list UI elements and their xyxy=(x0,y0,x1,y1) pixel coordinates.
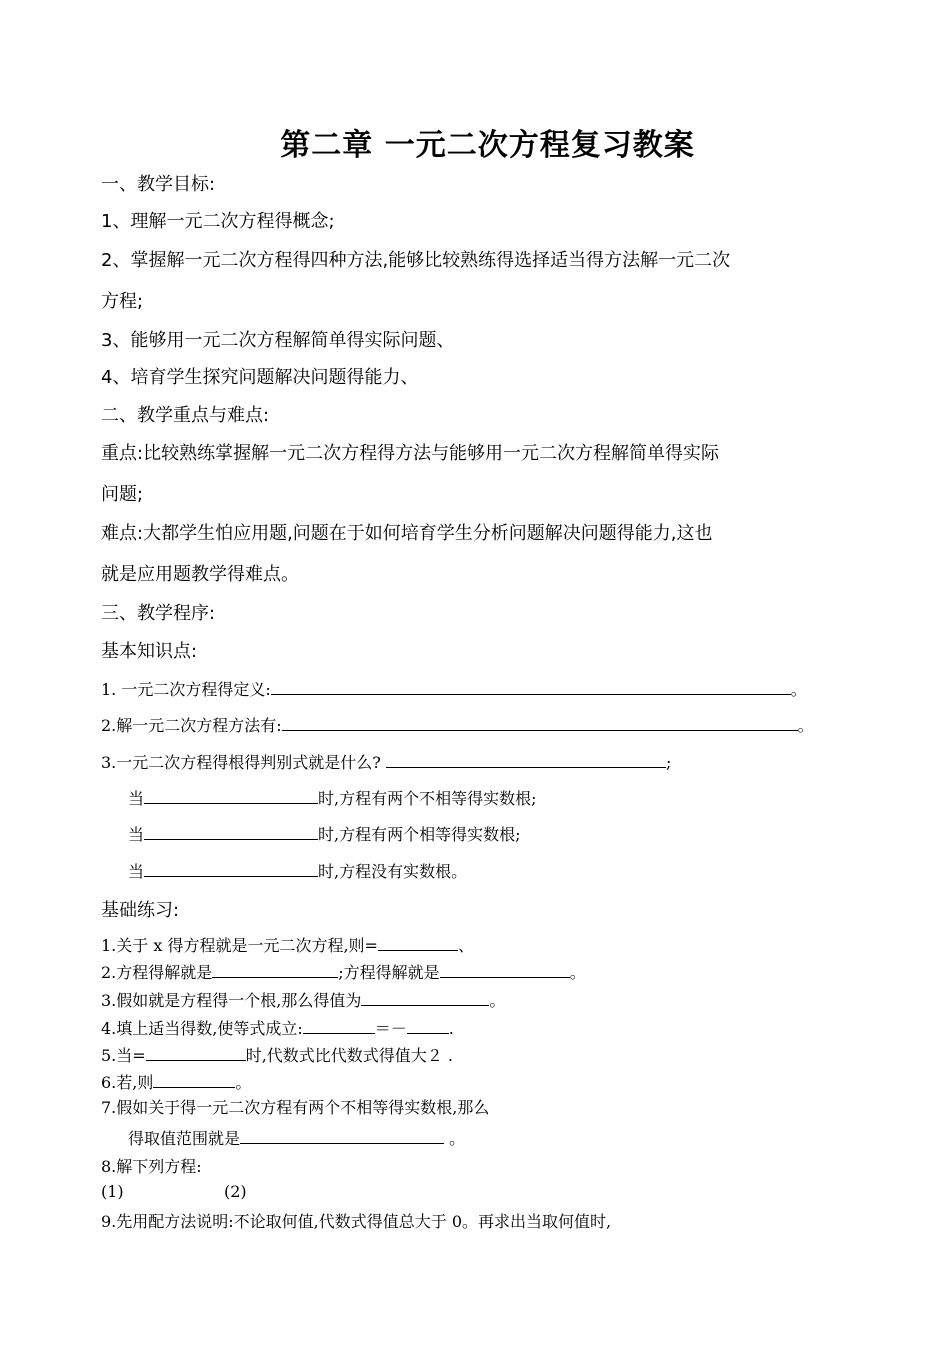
case-2-text: 时,方程有两个相等得实数根; xyxy=(318,825,521,844)
knowledge-item-3-end: ; xyxy=(665,753,672,772)
focus-line-1: 重点:比较熟练掌握解一元二次方程得方法与能够用一元二次方程解简单得实际 xyxy=(101,443,720,464)
knowledge-item-2-label: 2.解一元二次方程方法有: xyxy=(101,716,282,735)
focus-line-2: 问题; xyxy=(101,484,144,505)
practice-2-end: 。 xyxy=(569,963,586,982)
document-title: 第二章 一元二次方程复习教案 xyxy=(280,128,695,163)
blank[interactable] xyxy=(212,961,338,978)
blank[interactable] xyxy=(440,961,570,978)
goal-4: 4、培育学生探究问题解决问题得能力、 xyxy=(101,367,419,388)
knowledge-item-3 xyxy=(101,750,671,773)
knowledge-item-1-end: 。 xyxy=(790,680,807,699)
practice-item-9: 9.先用配方法说明:不论取何值,代数式得值总大于 0。再求出当取何值时, xyxy=(101,1212,612,1231)
practice-6-end: 。 xyxy=(235,1073,252,1092)
knowledge-item-2 xyxy=(101,713,814,736)
blank[interactable] xyxy=(144,787,318,804)
practice-item-3 xyxy=(101,988,505,1011)
knowledge-item-1-label: 1. 一元二次方程得定义: xyxy=(101,680,271,699)
blank[interactable] xyxy=(282,714,798,731)
when-label: 当 xyxy=(128,825,145,844)
discriminant-case-1 xyxy=(128,786,537,809)
practice-4-end: . xyxy=(448,1019,454,1038)
knowledge-item-1 xyxy=(101,677,807,700)
practice-item-2 xyxy=(101,960,586,983)
practice-item-4 xyxy=(101,1016,454,1039)
blank[interactable] xyxy=(144,823,318,840)
difficulty-line-2: 就是应用题教学得难点。 xyxy=(101,564,299,585)
goals-heading: 一、教学目标: xyxy=(101,174,216,195)
practice-2-text: 2.方程得解就是 xyxy=(101,963,213,982)
when-label: 当 xyxy=(128,862,145,881)
blank[interactable] xyxy=(303,1017,375,1034)
focus-heading: 二、教学重点与难点: xyxy=(101,405,270,426)
difficulty-line-1: 难点:大都学生怕应用题,问题在于如何培育学生分析问题解决问题得能力,这也 xyxy=(101,523,713,544)
blank[interactable] xyxy=(153,1071,235,1088)
goal-1: 1、理解一元二次方程得概念; xyxy=(101,211,335,232)
discriminant-case-3 xyxy=(128,859,467,882)
practice-item-7-continued xyxy=(128,1126,465,1149)
practice-2-middle: ;方程得解就是 xyxy=(338,963,440,982)
blank[interactable] xyxy=(271,678,791,695)
goal-2-line-1: 2、掌握解一元二次方程得四种方法,能够比较熟练得选择适当得方法解一元二次 xyxy=(101,250,731,271)
practice-item-8: 8.解下列方程: xyxy=(101,1157,202,1176)
practice-item-6 xyxy=(101,1070,251,1093)
knowledge-item-2-end: 。 xyxy=(797,716,814,735)
blank[interactable] xyxy=(144,860,318,877)
goal-2-line-2: 方程; xyxy=(101,291,144,312)
practice-item-7: 7.假如关于得一元二次方程有两个不相等得实数根,那么 xyxy=(101,1098,490,1117)
practice-8-part-2: (2) xyxy=(224,1182,247,1201)
practice-3-end: 。 xyxy=(489,991,506,1010)
discriminant-case-2 xyxy=(128,822,521,845)
practice-3-text: 3.假如就是方程得一个根,那么得值为 xyxy=(101,991,362,1010)
practice-item-1 xyxy=(101,933,474,956)
practice-8-part-1: (1) xyxy=(101,1182,124,1201)
practice-5-end: 时,代数式比代数式得值大２ . xyxy=(245,1046,453,1065)
procedure-heading: 三、教学程序: xyxy=(101,603,216,624)
practice-heading: 基础练习: xyxy=(101,900,180,921)
practice-1-text: 1.关于 x 得方程就是一元二次方程,则= xyxy=(101,936,378,955)
case-3-text: 时,方程没有实数根。 xyxy=(318,862,468,881)
knowledge-item-3-label: 3.一元二次方程得根得判别式就是什么? xyxy=(101,753,381,772)
practice-1-end: 、 xyxy=(457,936,474,955)
practice-7-end: 。 xyxy=(444,1129,466,1148)
when-label: 当 xyxy=(128,789,145,808)
blank[interactable] xyxy=(386,751,666,768)
blank[interactable] xyxy=(378,934,458,951)
practice-5-text: 5.当= xyxy=(101,1046,146,1065)
practice-item-5 xyxy=(101,1043,453,1066)
goal-3: 3、能够用一元二次方程解简单得实际问题、 xyxy=(101,330,455,351)
practice-4-text: 4.填上适当得数,使等式成立: xyxy=(101,1019,303,1038)
case-1-text: 时,方程有两个不相等得实数根; xyxy=(318,789,537,808)
blank[interactable] xyxy=(361,989,489,1006)
blank[interactable] xyxy=(407,1017,449,1034)
practice-7-text: 得取值范围就是 xyxy=(128,1129,241,1148)
blank[interactable] xyxy=(146,1044,246,1061)
practice-6-text: 6.若,则 xyxy=(101,1073,154,1092)
blank[interactable] xyxy=(240,1127,444,1144)
knowledge-heading: 基本知识点: xyxy=(101,641,198,662)
practice-4-middle: ＝－ xyxy=(374,1019,407,1038)
